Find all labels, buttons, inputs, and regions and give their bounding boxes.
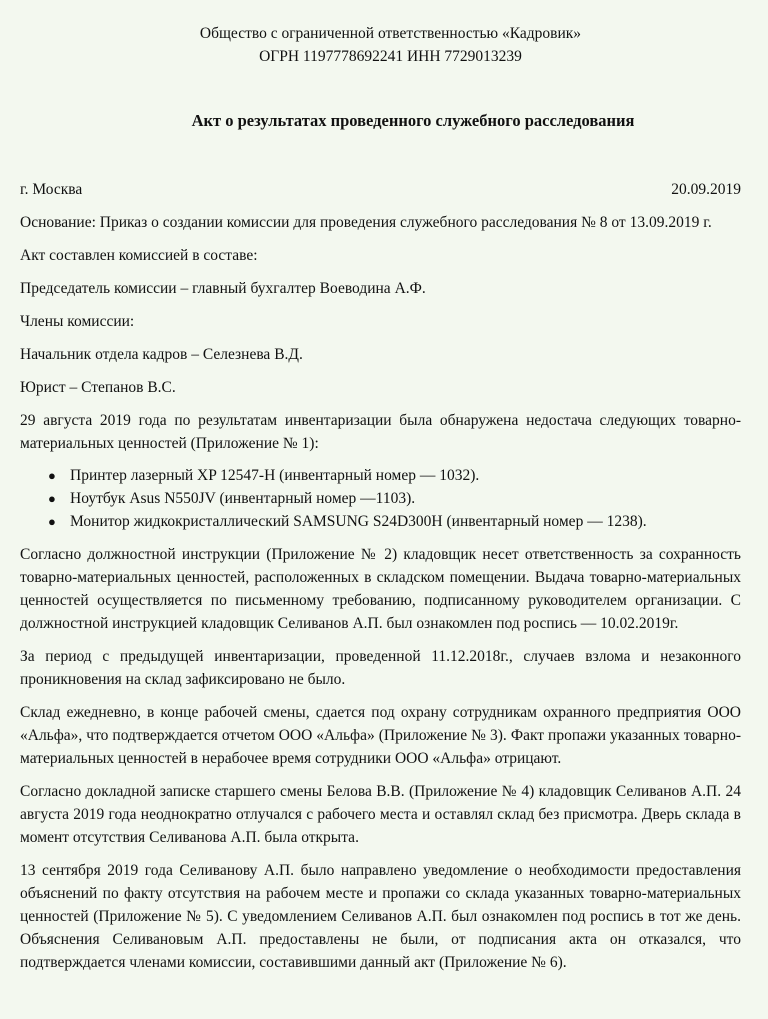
list-item-text: Принтер лазерный XP 12547-H (инвентарный номер — 1032). — [70, 467, 480, 484]
organization-header — [40, 22, 741, 68]
bullet-icon: ● — [48, 491, 56, 506]
member-hr-head: Начальник отдела кадров – Селезнева В.Д. — [20, 346, 303, 363]
security-paragraph: Склад ежедневно, в конце рабочей смены, сдается под охрану сотрудникам охранного предприятия ООО «Альфа», что подтверждается отчетом ООО «Альфа» (Приложение № 3). Факт пропажи указанных товарно-материальных ценностей в нерабочее время сотрудники ООО «Альфа» отрицают. — [20, 704, 741, 767]
bullet-icon: ● — [48, 468, 56, 483]
no-breakin-paragraph: За период с предыдущей инвентаризации, проведенной 11.12.2018г., случаев взлома и незаконного проникновения на склад зафиксировано не было. — [20, 648, 741, 688]
notice-paragraph: 13 сентября 2019 года Селиванову А.П. было направлено уведомление о необходимости предоставления объяснений по факту отсутствия на рабочем месте и пропажи со склада указанных товарно-материальных ценностей (Приложение № 5). С уведомлением Селиванов А.П. был ознакомлен под роспись в тот же день. Объяснения Селивановым А.П. предоставлены не были, от подписания акта он отказался, что подтверждается членами комиссии, составившими данный акт (Приложение № 6). — [20, 862, 741, 971]
place-date-line — [20, 178, 741, 201]
list-item — [48, 464, 741, 487]
chairman-paragraph: Председатель комиссии – главный бухгалтер Воеводина А.Ф. — [20, 280, 426, 297]
memo-paragraph: Согласно докладной записке старшего смены Белова В.В. (Приложение № 4) кладовщик Селиванов А.П. 24 августа 2019 года неоднократно отлучался с рабочего места и оставлял склад без присмотра. Дверь склада в момент отсутствия Селиванова А.П. была открыта. — [20, 783, 741, 846]
list-item — [48, 510, 741, 533]
members-label: Члены комиссии: — [20, 313, 135, 330]
organization-registration: ОГРН 1197778692241 ИНН 7729013239 — [259, 48, 522, 65]
responsibility-paragraph: Согласно должностной инструкции (Приложение № 2) кладовщик несет ответственность за сохранность товарно-материальных ценностей, расположенных в складском помещении. Выдача товарно-материальных ценностей осуществляется по письменному требованию, подписанному руководителем организации. С должностной инструкцией кладовщик Селиванов А.П. был ознакомлен под роспись — 10.02.2019г. — [20, 546, 741, 632]
organization-name: Общество с ограниченной ответственностью «Кадровик» — [199, 25, 582, 42]
missing-items-list — [20, 464, 741, 533]
document-date: 20.09.2019 — [671, 181, 741, 198]
bullet-icon: ● — [48, 514, 56, 529]
document-title: Акт о результатах проведенного служебного расследования — [191, 111, 635, 130]
list-item-text: Монитор жидкокристаллический SAMSUNG S24D300H (инвентарный номер — 1238). — [70, 513, 647, 530]
basis-paragraph: Основание: Приказ о создании комиссии для проведения служебного расследования № 8 от 13.09.2019 г. — [20, 214, 712, 231]
inventory-paragraph: 29 августа 2019 года по результатам инвентаризации была обнаружена недостача следующих товарно-материальных ценностей (Приложение № 1): — [20, 412, 741, 452]
list-item-text: Ноутбук Asus N550JV (инвентарный номер —1103). — [70, 490, 416, 507]
commission-composed-paragraph: Акт составлен комиссией в составе: — [20, 247, 258, 264]
place: г. Москва — [20, 181, 83, 198]
list-item — [48, 487, 741, 510]
member-lawyer: Юрист – Степанов В.С. — [20, 379, 176, 396]
